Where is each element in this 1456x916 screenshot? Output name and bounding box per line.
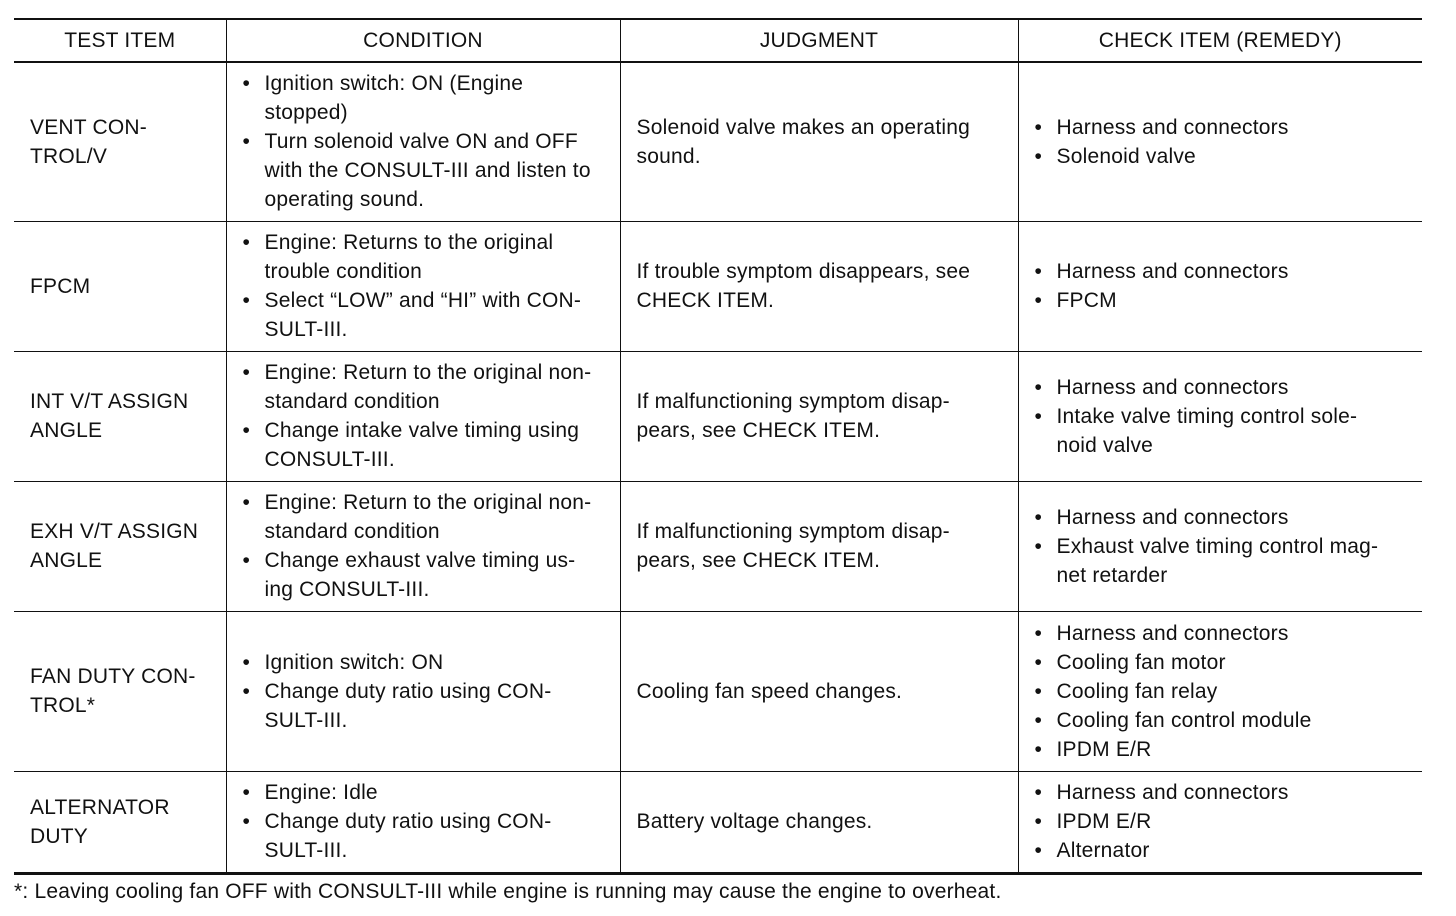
judgment-cell xyxy=(620,611,1018,771)
test-item-cell xyxy=(14,221,226,351)
judgment-text: If trouble symptom disappears, see CHECK ITEM. xyxy=(636,260,971,312)
judgment-text: Cooling fan speed changes. xyxy=(636,679,903,703)
condition-item: • Turn solenoid valve ON and OFF with the CONSULT-III and listen to operating sound. xyxy=(241,127,612,214)
test-item-name: FAN DUTY CON- TROL* xyxy=(30,665,196,717)
check-item: • Harness and connectors xyxy=(1033,503,1415,532)
judgment-cell xyxy=(620,481,1018,611)
header-test-item: TEST ITEM xyxy=(14,19,226,62)
header-row xyxy=(14,19,1422,62)
judgment-text: Battery voltage changes. xyxy=(636,810,873,833)
check-item: • Intake valve timing control sole- noid valve xyxy=(1033,402,1415,460)
judgment-text: Solenoid valve makes an operating sound. xyxy=(636,115,970,168)
check-item: • IPDM E/R xyxy=(1033,735,1415,764)
check-item-cell xyxy=(1018,771,1422,873)
condition-cell xyxy=(226,221,620,351)
condition-item: • Change intake valve timing using CONSULT-III. xyxy=(241,416,612,474)
table-row xyxy=(14,611,1422,771)
check-item: • Harness and connectors xyxy=(1033,778,1415,807)
check-item: • Cooling fan motor xyxy=(1033,648,1415,677)
table-row xyxy=(14,221,1422,351)
check-item-cell xyxy=(1018,221,1422,351)
table-row xyxy=(14,481,1422,611)
test-item-cell xyxy=(14,481,226,611)
test-item-cell xyxy=(14,611,226,771)
check-item: • Cooling fan relay xyxy=(1033,677,1415,706)
check-item-list xyxy=(1033,373,1415,460)
check-item: • Alternator xyxy=(1033,836,1415,865)
check-item: • Exhaust valve timing control mag- net retarder xyxy=(1033,532,1415,590)
check-item-cell xyxy=(1018,481,1422,611)
condition-item: • Engine: Returns to the original trouble condition xyxy=(241,228,612,286)
check-item: • Cooling fan control module xyxy=(1033,706,1415,735)
check-item-list xyxy=(1033,778,1415,865)
check-item-list xyxy=(1033,503,1415,590)
judgment-cell xyxy=(620,62,1018,221)
test-item-cell xyxy=(14,62,226,221)
condition-item: • Change duty ratio using CON- SULT-III. xyxy=(241,677,612,735)
condition-item: • Engine: Idle xyxy=(241,778,612,807)
check-item: • Harness and connectors xyxy=(1033,619,1415,648)
judgment-cell xyxy=(620,771,1018,873)
footnote: *: Leaving cooling fan OFF with CONSULT-III while engine is running may cause the engine to overheat. xyxy=(14,880,1002,903)
condition-list xyxy=(241,358,612,474)
test-item-name: FPCM xyxy=(30,274,91,298)
condition-cell xyxy=(226,351,620,481)
check-item: • Solenoid valve xyxy=(1033,142,1415,171)
check-item-cell xyxy=(1018,351,1422,481)
test-item-cell xyxy=(14,351,226,481)
condition-item: • Ignition switch: ON (Engine stopped) xyxy=(241,69,612,127)
condition-cell xyxy=(226,611,620,771)
condition-item: • Change duty ratio using CON- SULT-III. xyxy=(241,807,612,865)
check-item-list xyxy=(1033,257,1415,315)
check-item: • Harness and connectors xyxy=(1033,113,1415,142)
condition-list xyxy=(241,488,612,604)
condition-list xyxy=(241,69,612,214)
test-item-name: VENT CON- TROL/V xyxy=(30,115,147,168)
check-item-list xyxy=(1033,113,1415,171)
check-item: • Harness and connectors xyxy=(1033,257,1415,286)
check-item-list xyxy=(1033,619,1415,764)
condition-list xyxy=(241,648,612,735)
condition-list xyxy=(241,228,612,344)
condition-item: • Change exhaust valve timing us- ing CONSULT-III. xyxy=(241,546,612,604)
header-condition: CONDITION xyxy=(226,19,620,62)
condition-cell xyxy=(226,771,620,873)
test-item-name: EXH V/T ASSIGN ANGLE xyxy=(30,520,199,572)
check-item: • FPCM xyxy=(1033,286,1415,315)
header-check-item: CHECK ITEM (REMEDY) xyxy=(1018,19,1422,62)
check-item: • IPDM E/R xyxy=(1033,807,1415,836)
active-test-table xyxy=(14,18,1422,875)
judgment-cell xyxy=(620,221,1018,351)
header-judgment: JUDGMENT xyxy=(620,19,1018,62)
check-item-cell xyxy=(1018,611,1422,771)
test-item-cell xyxy=(14,771,226,873)
condition-item: • Select “LOW” and “HI” with CON- SULT-III. xyxy=(241,286,612,344)
test-item-name: ALTERNATOR DUTY xyxy=(30,795,170,848)
judgment-text: If malfunctioning symptom disap- pears, see CHECK ITEM. xyxy=(636,520,950,572)
condition-list xyxy=(241,778,612,865)
table-row xyxy=(14,62,1422,221)
condition-item: • Engine: Return to the original non-standard condition xyxy=(241,488,612,546)
test-item-name: INT V/T ASSIGN ANGLE xyxy=(30,390,189,442)
condition-item: • Engine: Return to the original non-standard condition xyxy=(241,358,612,416)
active-test-table-sheet xyxy=(14,18,1422,875)
check-item: • Harness and connectors xyxy=(1033,373,1415,402)
table-row xyxy=(14,351,1422,481)
condition-cell xyxy=(226,481,620,611)
judgment-text: If malfunctioning symptom disap- pears, see CHECK ITEM. xyxy=(636,390,950,442)
condition-item: • Ignition switch: ON xyxy=(241,648,612,677)
condition-cell xyxy=(226,62,620,221)
judgment-cell xyxy=(620,351,1018,481)
check-item-cell xyxy=(1018,62,1422,221)
table-row xyxy=(14,771,1422,873)
